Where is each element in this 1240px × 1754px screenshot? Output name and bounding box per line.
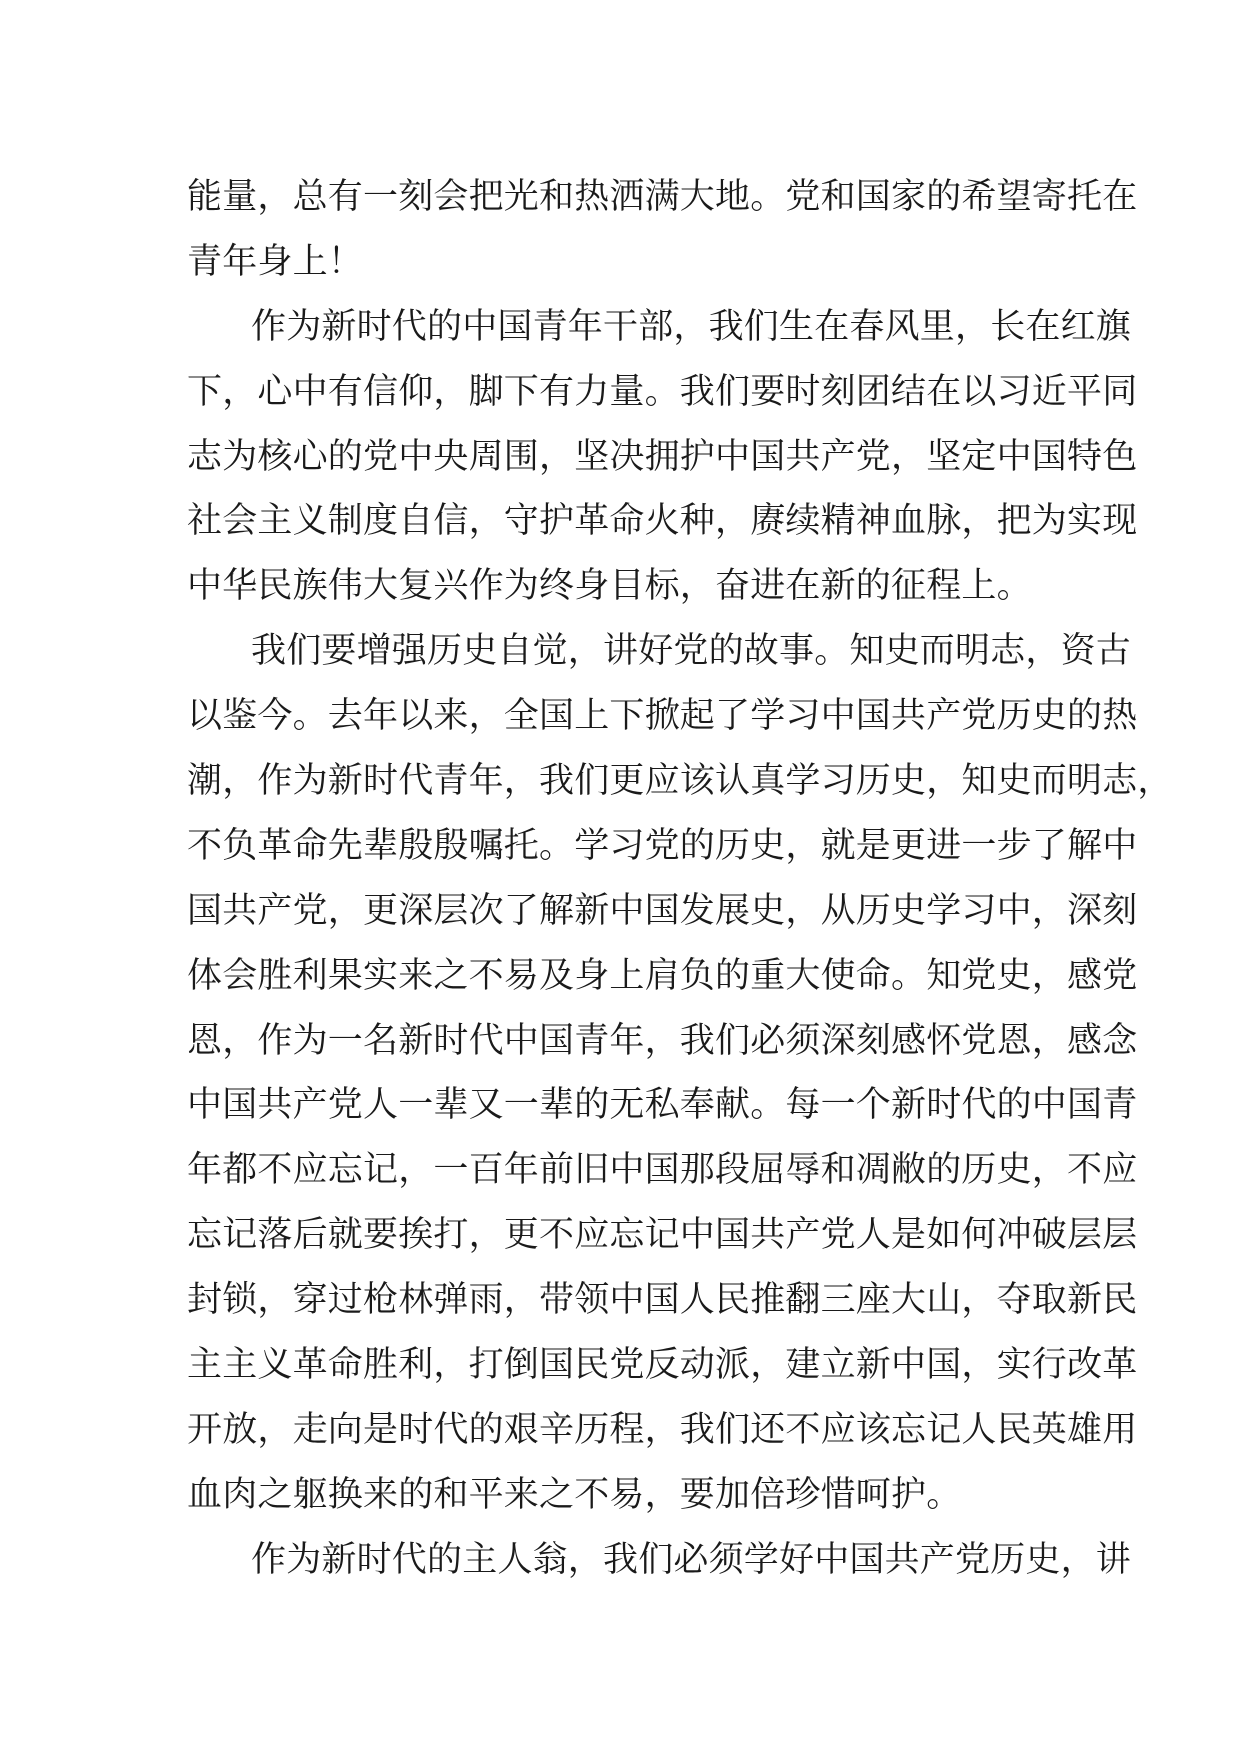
text-line: 体会胜利果实来之不易及身上肩负的重大使命。知党史，感党 xyxy=(187,955,1138,996)
text-line: 中华民族伟大复兴作为终身目标，奋进在新的征程上。 xyxy=(187,566,1032,607)
text-line: 能量，总有一刻会把光和热洒满大地。党和国家的希望寄托在 xyxy=(187,177,1138,217)
text-line: 忘记落后就要挨打，更不应忘记中国共产党人是如何冲破层层 xyxy=(187,1215,1138,1256)
text-line: 下，心中有信仰，脚下有力量。我们要时刻团结在以习近平同 xyxy=(187,371,1138,412)
text-line: 不负革命先辈殷殷嘱托。学习党的历史，就是更进一步了解中 xyxy=(187,825,1138,866)
paragraph-first-line: 作为新时代的主人翁，我们必须学好中国共产党历史，讲 xyxy=(251,1539,1132,1580)
text-line: 主主义革命胜利，打倒国民党反动派，建立新中国，实行改革 xyxy=(187,1345,1138,1386)
text-line: 封锁，穿过枪林弹雨，带领中国人民推翻三座大山，夺取新民 xyxy=(187,1280,1138,1321)
text-line: 以鉴今。去年以来，全国上下掀起了学习中国共产党历史的热 xyxy=(187,696,1138,737)
text-line: 恩，作为一名新时代中国青年，我们必须深刻感怀党恩，感念 xyxy=(187,1020,1138,1061)
text-line: 血肉之躯换来的和平来之不易，要加倍珍惜呵护。 xyxy=(187,1474,962,1515)
text-line: 社会主义制度自信，守护革命火种，赓续精神血脉，把为实现 xyxy=(187,501,1138,542)
paragraph-first-line: 作为新时代的中国青年干部，我们生在春风里，长在红旗 xyxy=(251,306,1132,347)
text-line: 青年身上！ xyxy=(187,241,364,282)
text-line: 中国共产党人一辈又一辈的无私奉献。每一个新时代的中国青 xyxy=(187,1085,1138,1126)
paragraph-first-line: 我们要增强历史自觉，讲好党的故事。知史而明志，资古 xyxy=(251,631,1132,672)
text-line: 国共产党，更深层次了解新中国发展史，从历史学习中，深刻 xyxy=(187,890,1138,931)
text-line: 潮，作为新时代青年，我们更应该认真学习历史，知史而明志， xyxy=(187,761,1173,802)
text-line: 年都不应忘记，一百年前旧中国那段屈辱和凋敝的历史，不应 xyxy=(187,1150,1138,1191)
body-text xyxy=(187,165,1173,1593)
text-line: 志为核心的党中央周围，坚决拥护中国共产党，坚定中国特色 xyxy=(187,436,1138,477)
text-line: 开放，走向是时代的艰辛历程，我们还不应该忘记人民英雄用 xyxy=(187,1409,1138,1450)
